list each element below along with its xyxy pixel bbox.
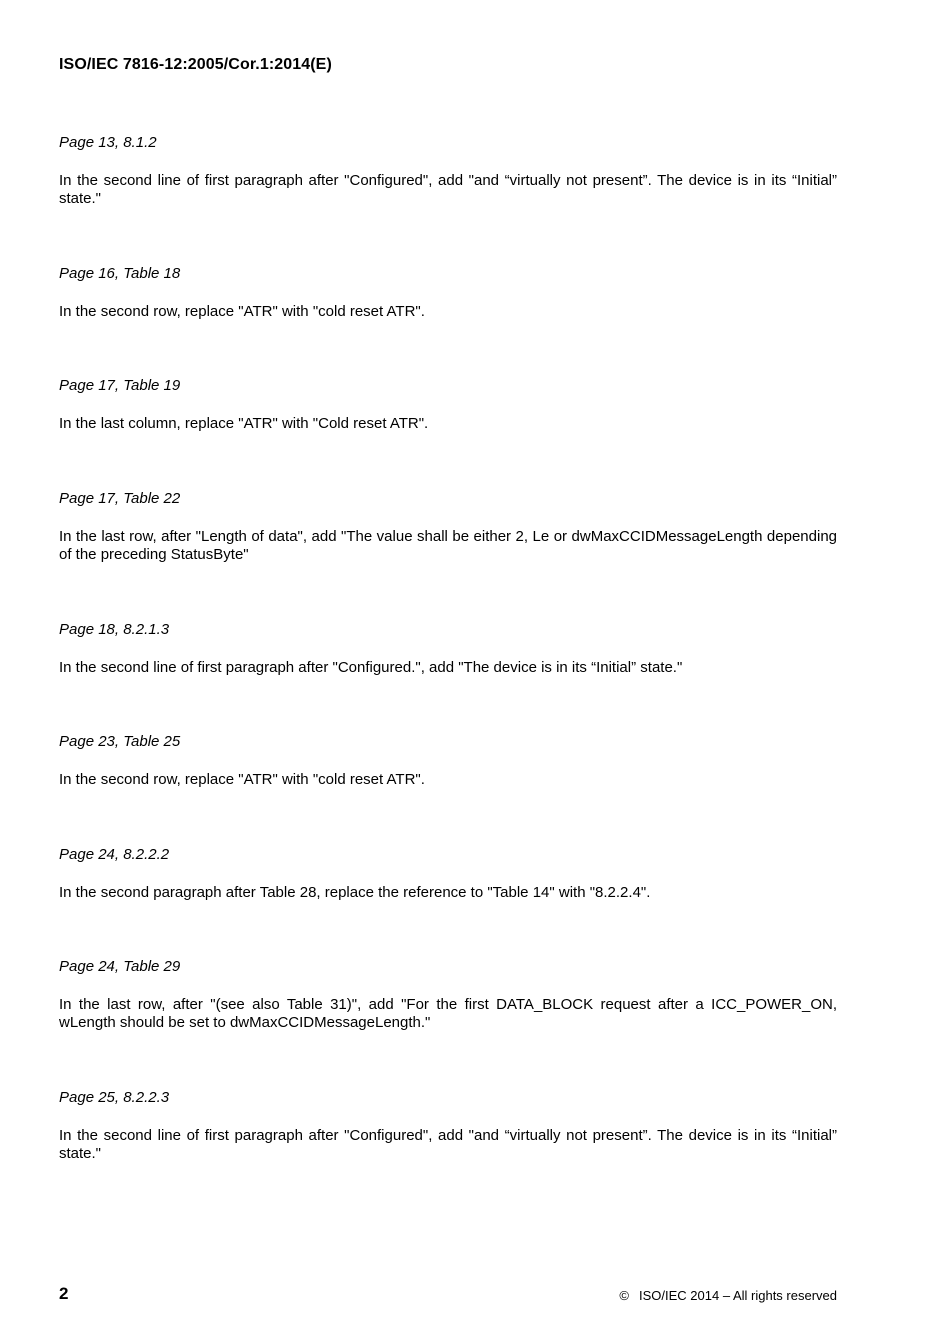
page-reference: Page 24, Table 29	[59, 958, 181, 975]
correction-text: In the second line of first paragraph after "Configured", add "and “virtually not present”. The device is in its “Initial” state."	[59, 172, 837, 207]
copyright-icon: ©	[619, 1288, 630, 1303]
copyright-notice	[619, 1288, 837, 1303]
correction-entry	[59, 265, 837, 321]
correction-text: In the second row, replace "ATR" with "cold reset ATR".	[59, 303, 425, 320]
page-reference: Page 18, 8.2.1.3	[59, 621, 170, 638]
page-reference: Page 24, 8.2.2.2	[59, 846, 170, 863]
correction-text: In the second line of first paragraph after "Configured.", add "The device is in its “Initial” state."	[59, 659, 683, 676]
correction-text: In the last row, after "Length of data", add "The value shall be either 2, Le or dwMaxCCIDMessageLength depending of the preceding StatusByte"	[59, 528, 837, 563]
correction-text: In the second paragraph after Table 28, replace the reference to "Table 14" with "8.2.2.4".	[59, 884, 651, 901]
correction-text: In the last row, after "(see also Table 31)", add "For the first DATA_BLOCK request after a ICC_POWER_ON, wLength should be set to dwMaxCCIDMessageLength."	[59, 996, 837, 1031]
correction-text: In the last column, replace "ATR" with "Cold reset ATR".	[59, 415, 429, 432]
page-reference: Page 16, Table 18	[59, 265, 181, 282]
page-number: 2	[59, 1284, 69, 1303]
page-reference: Page 17, Table 22	[59, 490, 181, 507]
document-header: ISO/IEC 7816-12:2005/Cor.1:2014(E)	[59, 56, 332, 73]
correction-text: In the second row, replace "ATR" with "cold reset ATR".	[59, 771, 425, 788]
correction-text: In the second line of first paragraph after "Configured", add "and “virtually not present”. The device is in its “Initial” state."	[59, 1127, 837, 1162]
correction-entry	[59, 377, 837, 433]
page-reference: Page 25, 8.2.2.3	[59, 1089, 170, 1106]
correction-entry	[59, 733, 837, 789]
correction-entry	[59, 134, 837, 208]
page-reference: Page 23, Table 25	[59, 733, 181, 750]
page-reference: Page 13, 8.1.2	[59, 134, 157, 151]
correction-entry	[59, 621, 837, 677]
correction-entry	[59, 1089, 837, 1163]
copyright-text: ISO/IEC 2014 – All rights reserved	[639, 1288, 837, 1303]
correction-entry	[59, 490, 837, 564]
page-reference: Page 17, Table 19	[59, 377, 181, 394]
correction-entry	[59, 958, 837, 1032]
correction-entry	[59, 846, 837, 902]
